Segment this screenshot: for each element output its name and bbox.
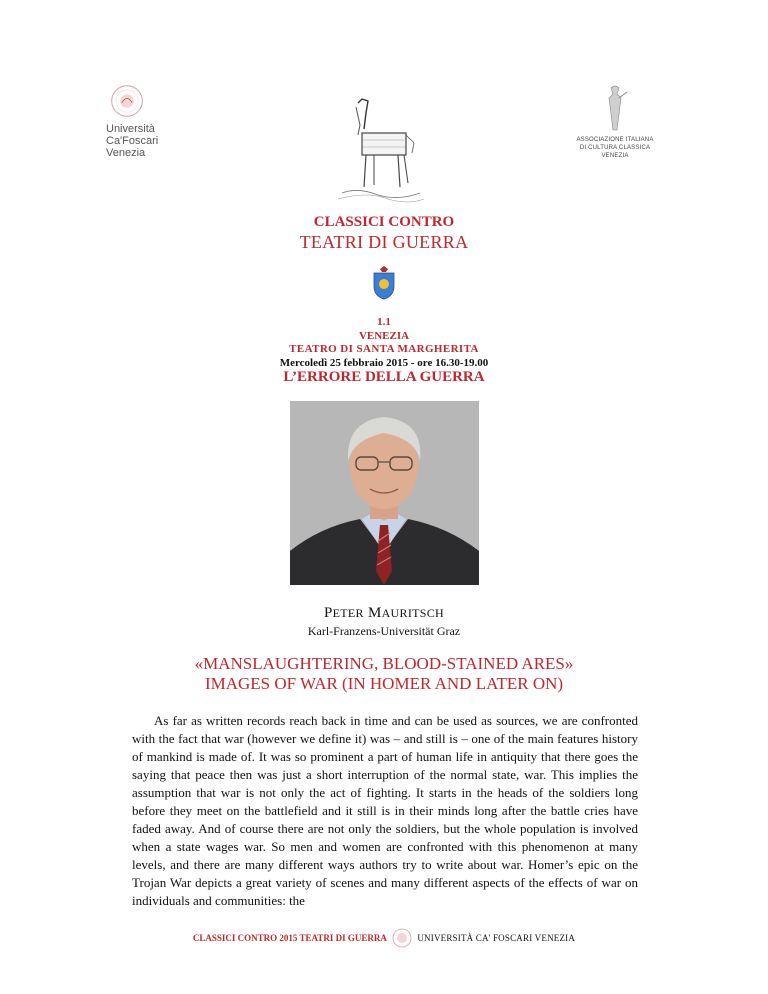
association-name-line-2: DI CULTURA CLASSICA <box>579 145 651 151</box>
association-name-line-1: ASSOCIAZIONE ITALIANA <box>576 137 654 143</box>
footer <box>0 928 768 948</box>
speaker-first-rest: ETER <box>332 606 364 620</box>
speaker-last-rest: AURITSCH <box>381 606 444 620</box>
abstract-paragraph: As far as written records reach back in time and can be used as sources, we are confronted with the fact that war (however we define it) was – and still is – one of the main features history of mankind is made of. It was so prominent a part of human life in antiquity that there goes the saying that peace then was just a short interruption of the normal state, war. This implies the assumption that war is not only the act of fighting. It starts in the heads of the soldiers long before they meet on the battlefield and it still is in their minds long after the battle cries have faded away. And of course there are not only the soldiers, but the whole population is involved when a state wages war. So men and women are confronted with this phenomenon at many levels, and there are many different ways authors try to write about war. Homer’s epic on the Trojan War depicts a great variety of scenes and many different aspects of the effects of war on individuals and communities: the <box>132 713 638 908</box>
speaker-name <box>0 605 768 622</box>
footer-university-label: UNIVERSITÀ CA' FOSCARI VENEZIA <box>417 933 576 943</box>
speaker-portrait <box>290 401 479 585</box>
series-title: CLASSICI CONTRO <box>313 214 455 230</box>
footer-series-label: CLASSICI CONTRO 2015 TEATRI DI GUERRA <box>192 933 387 943</box>
association-logo <box>560 84 670 160</box>
footer-seal-icon <box>392 928 412 948</box>
university-name-line-2: Ca'Foscari <box>106 135 159 147</box>
speaker-last-initial: M <box>367 605 382 621</box>
university-seal-icon <box>110 84 144 118</box>
event-number: 1.1 <box>377 316 391 328</box>
talk-title-line-2: IMAGES OF WAR (IN HOMER AND LATER ON) <box>204 674 564 693</box>
speaker-photo-image <box>290 401 479 585</box>
event-city: VENEZIA <box>358 330 410 342</box>
university-logo <box>106 84 186 159</box>
event-venue: TEATRO DI SANTA MARGHERITA <box>289 343 479 355</box>
speaker-affiliation: Karl-Franzens-Universität Graz <box>307 624 461 638</box>
university-name-line-1: Università <box>106 123 155 135</box>
classical-figure-icon <box>595 84 635 134</box>
series-subtitle: TEATRI DI GUERRA <box>299 232 469 252</box>
speaker-first-initial: P <box>324 605 333 621</box>
event-date: Mercoledì 25 febbraio 2015 - ore 16.30-19.00 <box>279 357 489 369</box>
talk-title-line-1: «MANSLAUGHTERING, BLOOD-STAINED ARES» <box>194 654 574 673</box>
trojan-horse-illustration <box>328 95 432 205</box>
association-name-line-3: VENEZIA <box>601 153 629 159</box>
university-name-line-3: Venezia <box>106 147 146 159</box>
event-theme: L’ERRORE DELLA GUERRA <box>283 369 485 385</box>
venice-crest-icon <box>370 266 398 300</box>
